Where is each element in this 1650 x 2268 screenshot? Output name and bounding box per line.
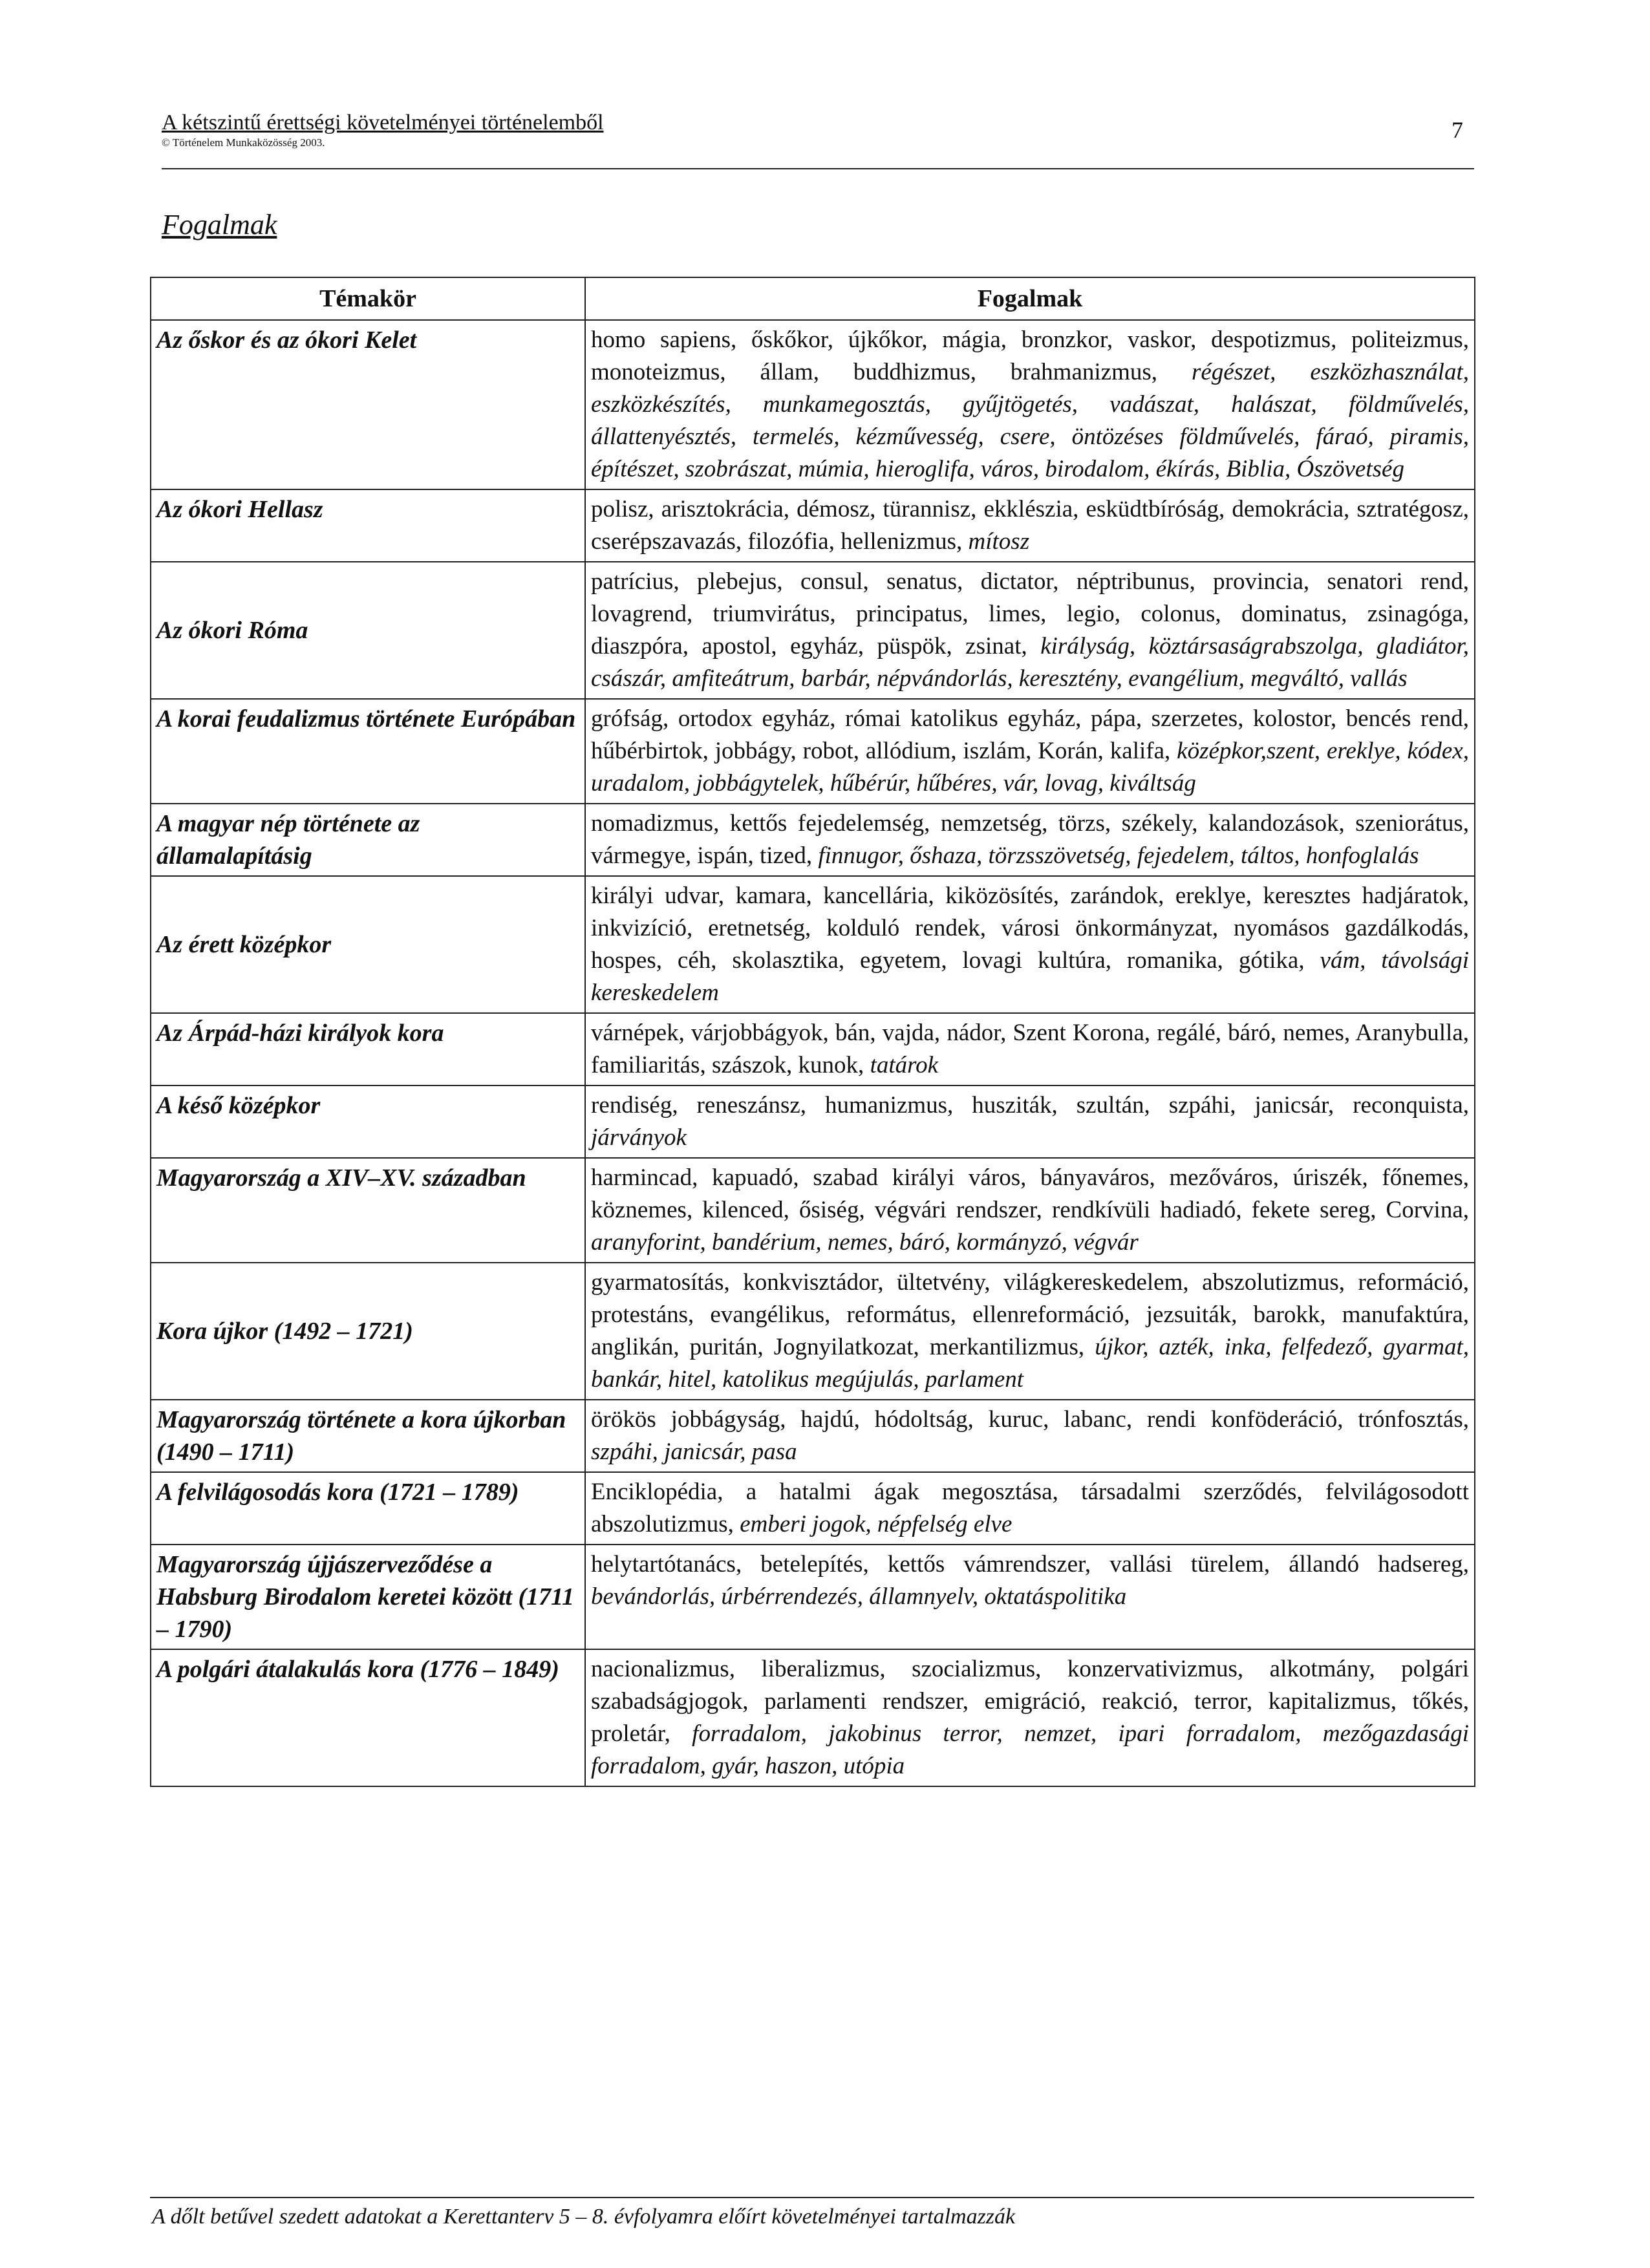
concepts-plain: homo sapiens, őskőkor, újkőkor, mágia, bronzkor, vaskor, despotizmus, politeizmus, monoteizmus, állam, buddhizmus, brahmanizmus,: [591, 326, 1469, 385]
concepts-cell: [585, 1472, 1475, 1545]
topic-cell: A magyar nép története az államalapításig: [151, 804, 585, 876]
concepts-plain: gyarmatosítás, konkvisztádor, ültetvény, világkereskedelem, abszolutizmus, reformáció, protestáns, evangélikus, református, ellenreformáció, jezsuiták, barokk, manufaktúra, anglikán, puritán, Jognyilatkozat, merkantilizmus,: [591, 1269, 1469, 1360]
topic-cell: Magyarország a XIV–XV. században: [151, 1158, 585, 1263]
table-row: [151, 489, 1475, 562]
concepts-plain: nomadizmus, kettős fejedelemség, nemzetség, törzs, székely, kalandozások, szeniorátus, vármegye, ispán, tized,: [591, 810, 1469, 869]
table-row: [151, 1649, 1475, 1786]
topic-cell: A korai feudalizmus története Európában: [151, 699, 585, 804]
table-row: [151, 1400, 1475, 1472]
concepts-cell: [585, 1086, 1475, 1158]
concepts-italic: emberi jogok, népfelség elve: [740, 1511, 1012, 1537]
concepts-italic: régészet, eszközhasználat, eszközkészítés, munkamegosztás, gyűjtögetés, vadászat, halászat, földművelés, állattenyésztés, termelés, kézművesség, csere, öntözéses földművelés, fáraó, piramis, építészet, szobrászat, múmia, hieroglifa, város, birodalom, ékírás, Biblia, Ószövetség: [591, 359, 1469, 482]
page-header: [162, 110, 1474, 150]
concepts-italic: forradalom, jakobinus terror, nemzet, ipari forradalom, mezőgazdasági forradalom, gyár, haszon, utópia: [591, 1720, 1469, 1779]
table-row: [151, 1472, 1475, 1545]
concepts-italic: királyság, köztársaságrabszolga, gladiátor, császár, amfiteátrum, barbár, népvándorlás, keresztény, evangélium, megváltó, vallás: [591, 633, 1469, 692]
concepts-cell: [585, 562, 1475, 699]
topic-cell: Az Árpád-házi királyok kora: [151, 1013, 585, 1086]
topic-cell: A késő középkor: [151, 1086, 585, 1158]
concepts-plain: örökös jobbágyság, hajdú, hódoltság, kuruc, labanc, rendi konföderáció, trónfosztás,: [591, 1406, 1469, 1433]
copyright-line: © Történelem Munkaközösség 2003.: [162, 136, 325, 149]
table-row: [151, 1013, 1475, 1086]
concepts-cell: [585, 1400, 1475, 1472]
concepts-plain: grófság, ortodox egyház, római katolikus egyház, pápa, szerzetes, kolostor, bencés rend, hűbérbirtok, jobbágy, robot, allódium, iszlám, Korán, kalifa,: [591, 705, 1469, 764]
table-row: [151, 804, 1475, 876]
concepts-cell: [585, 489, 1475, 562]
topic-cell: Magyarország újjászerveződése a Habsburg Birodalom keretei között (1711 – 1790): [151, 1545, 585, 1649]
concepts-cell: [585, 876, 1475, 1013]
concepts-plain: várnépek, várjobbágyok, bán, vajda, nádor, Szent Korona, regálé, báró, nemes, Aranybulla, familiaritás, szászok, kunok,: [591, 1020, 1469, 1078]
topic-cell: Az érett középkor: [151, 876, 585, 1013]
concepts-italic: újkor, azték, inka, felfedező, gyarmat, bankár, hitel, katolikus megújulás, parlament: [591, 1334, 1469, 1393]
document-title: A kétszintű érettségi követelményei történelemből: [162, 111, 604, 134]
concepts-plain: Enciklopédia, a hatalmi ágak megosztása, társadalmi szerződés, felvilágosodott abszolutizmus,: [591, 1479, 1469, 1537]
topic-cell: Az ókori Róma: [151, 562, 585, 699]
table-row: [151, 1158, 1475, 1263]
concepts-plain: helytartótanács, betelepítés, kettős vámrendszer, vallási türelem, állandó hadsereg,: [591, 1551, 1469, 1578]
table-header-row: [151, 277, 1475, 320]
concepts-plain: rendiség, reneszánsz, humanizmus, husziták, szultán, szpáhi, janicsár, reconquista,: [591, 1092, 1469, 1118]
concepts-italic: szpáhi, janicsár, pasa: [591, 1439, 797, 1465]
concepts-italic: finnugor, őshaza, törzsszövetség, fejedelem, táltos, honfoglalás: [818, 842, 1419, 869]
concepts-cell: [585, 1649, 1475, 1786]
concepts-italic: mítosz: [968, 528, 1030, 555]
header-divider: [162, 168, 1474, 169]
concepts-cell: [585, 1013, 1475, 1086]
concepts-plain: nacionalizmus, liberalizmus, szocializmus, konzervativizmus, alkotmány, polgári szabadságjogok, parlamenti rendszer, emigráció, reakció, terror, kapitalizmus, tőkés, proletár,: [591, 1656, 1469, 1747]
concepts-cell: [585, 699, 1475, 804]
section-title: Fogalmak: [162, 209, 277, 241]
concepts-italic: járványok: [591, 1124, 687, 1151]
concepts-italic: középkor,szent, ereklye, kódex, uradalom, jobbágytelek, hűbérúr, hűbéres, vár, lovag, kiváltság: [591, 738, 1470, 797]
concepts-table: [150, 277, 1475, 1787]
concepts-italic: aranyforint, bandérium, nemes, báró, kormányzó, végvár: [591, 1229, 1139, 1256]
column-header-concepts: Fogalmak: [585, 277, 1475, 320]
column-header-topic: Témakör: [151, 277, 585, 320]
table-row: [151, 320, 1475, 489]
concepts-plain: polisz, arisztokrácia, démosz, türannisz, ekklészia, esküdtbíróság, demokrácia, sztratégosz, cserépszavazás, filozófia, hellenizmus,: [591, 496, 1469, 555]
topic-cell: Az őskor és az ókori Kelet: [151, 320, 585, 489]
concepts-cell: [585, 1158, 1475, 1263]
table-row: [151, 1263, 1475, 1400]
table-row: [151, 1086, 1475, 1158]
topic-cell: Az ókori Hellasz: [151, 489, 585, 562]
topic-cell: A polgári átalakulás kora (1776 – 1849): [151, 1649, 585, 1786]
topic-cell: Magyarország története a kora újkorban (1490 – 1711): [151, 1400, 585, 1472]
footer-divider: [150, 2197, 1474, 2198]
concepts-plain: harmincad, kapuadó, szabad királyi város, bányaváros, mezőváros, úriszék, főnemes, köznemes, kilenced, ősiség, végvári rendszer, rendkívüli hadiadó, fekete sereg, Corvina,: [591, 1164, 1469, 1223]
concepts-italic: vám, távolsági kereskedelem: [591, 947, 1470, 1006]
concepts-cell: [585, 320, 1475, 489]
table-row: [151, 699, 1475, 804]
concepts-cell: [585, 1263, 1475, 1400]
concepts-plain: királyi udvar, kamara, kancellária, kiközösítés, zarándok, ereklye, keresztes hadjáratok, inkvizíció, eretnetség, kolduló rendek, városi önkormányzat, nyomásos gazdálkodás, hospes, céh, skolasztika, egyetem, lovagi kultúra, romanika, gótika,: [591, 883, 1469, 974]
concepts-cell: [585, 804, 1475, 876]
concepts-italic: bevándorlás, úrbérrendezés, államnyelv, oktatáspolitika: [591, 1583, 1127, 1610]
footer-note: A dőlt betűvel szedett adatokat a Kerettanterv 5 – 8. évfolyamra előírt követelményei tartalmazzák: [152, 2205, 1016, 2229]
topic-cell: A felvilágosodás kora (1721 – 1789): [151, 1472, 585, 1545]
concepts-italic: tatárok: [870, 1052, 939, 1078]
concepts-cell: [585, 1545, 1475, 1649]
table-row: [151, 876, 1475, 1013]
topic-cell: Kora újkor (1492 – 1721): [151, 1263, 585, 1400]
concepts-plain: patrícius, plebejus, consul, senatus, dictator, néptribunus, provincia, senatori rend, lovagrend, triumvirátus, principatus, limes, legio, colonus, dominatus, zsinagóga, diaszpóra, apostol, egyház, püspök, zsinat,: [591, 568, 1469, 659]
table-row: [151, 1545, 1475, 1649]
table-row: [151, 562, 1475, 699]
page-number: 7: [1452, 117, 1463, 143]
